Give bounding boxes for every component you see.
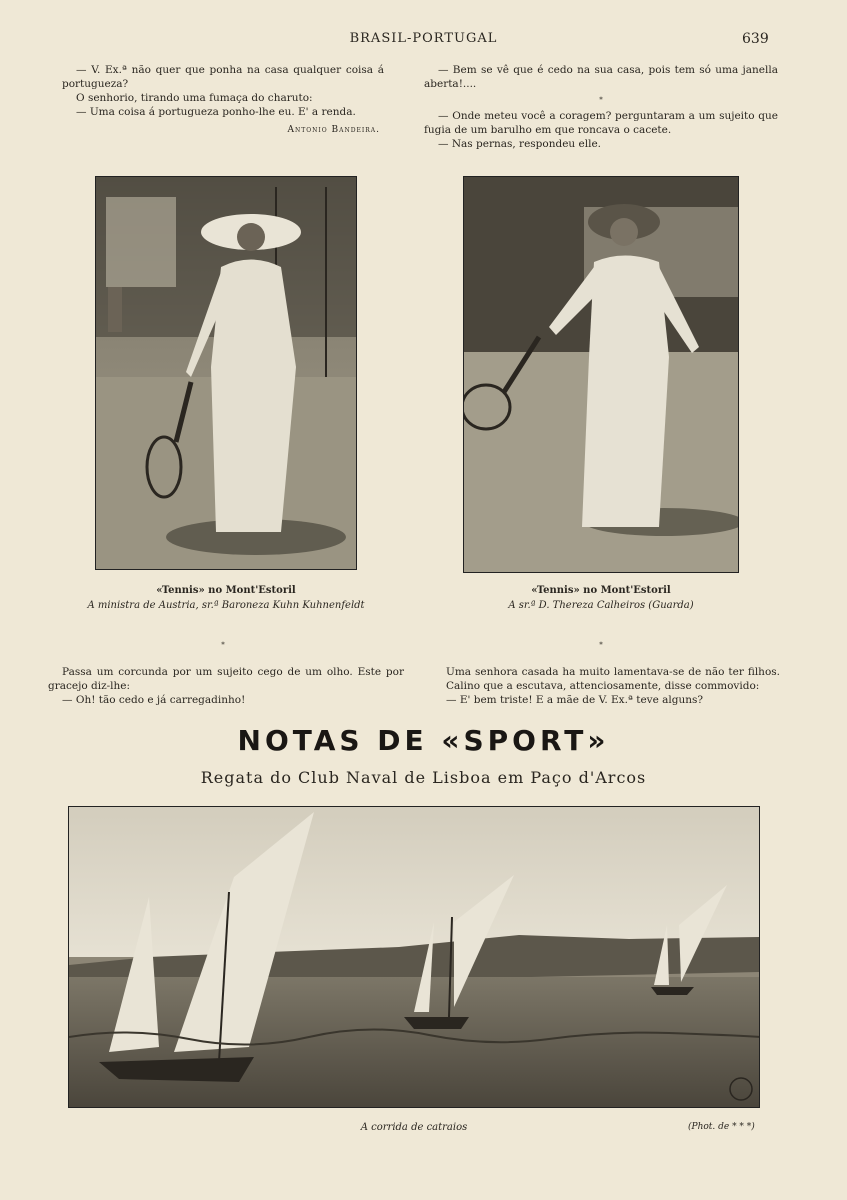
joke-text: Uma senhora casada ha muito lamentava-se de não ter filhos. Calino que a escutava, attenciosamente, disse commovido: [446, 666, 780, 692]
page-number: 639 [742, 31, 769, 47]
dialogue-line: O senhorio, tirando uma fumaça do charuto: [76, 92, 313, 104]
photo-caption-subtitle: A sr.ª D. Thereza Calheiros (Guarda) [508, 600, 694, 611]
tennis-player-illustration [464, 177, 739, 573]
photo-caption-title: «Tennis» no Mont'Estoril [531, 585, 671, 596]
photo-credit: (Phot. de * * *) [688, 1122, 755, 1132]
author-signature: Antonio Bandeira. [287, 125, 380, 135]
dialogue-line: — V. Ex.ª não quer que ponha na casa qualquer coisa á portugueza? [62, 64, 384, 90]
top-left-text-block [62, 63, 384, 137]
top-right-text-block [424, 63, 778, 151]
joke-text: — Oh! tão cedo e já carregadinho! [62, 694, 246, 706]
joke-text: — Onde meteu você a coragem? perguntaram a um sujeito que fugia de um barulho em que roncava o cacete. [424, 110, 778, 136]
section-title: NOTAS DE «SPORT» [237, 724, 610, 757]
joke-text: Passa um corcunda por um sujeito cego de um olho. Este por gracejo diz-lhe: [48, 666, 404, 692]
dialogue-line: — Uma coisa á portugueza ponho-lhe eu. E' a renda. [76, 106, 356, 118]
photo-caption-title: «Tennis» no Mont'Estoril [156, 585, 296, 596]
joke-text: — Nas pernas, respondeu elle. [438, 138, 601, 150]
regatta-photo [68, 806, 760, 1108]
tennis-photo-left [95, 176, 357, 570]
photo-caption: A corrida de catraios [360, 1122, 468, 1133]
tennis-player-illustration [96, 177, 357, 570]
mid-right-text-block [446, 665, 780, 707]
sailboats-illustration [69, 807, 760, 1108]
joke-text: — E' bem triste! E a mãe de V. Ex.ª teve alguns? [446, 694, 704, 706]
joke-text: — Bem se vê que é cedo na sua casa, pois tem só uma janella aberta!.... [424, 64, 778, 90]
photo-caption-subtitle: A ministra de Austria, sr.ª Baroneza Kuhn Kuhnenfeldt [87, 600, 365, 611]
running-header: BRASIL-PORTUGAL [349, 31, 498, 46]
separator-star: * [599, 96, 603, 104]
section-subtitle: Regata do Club Naval de Lisboa em Paço d'Arcos [200, 768, 647, 787]
tennis-photo-right [463, 176, 739, 573]
separator-star: * [221, 641, 225, 649]
mid-left-text-block [48, 665, 404, 707]
separator-star: * [599, 641, 603, 649]
